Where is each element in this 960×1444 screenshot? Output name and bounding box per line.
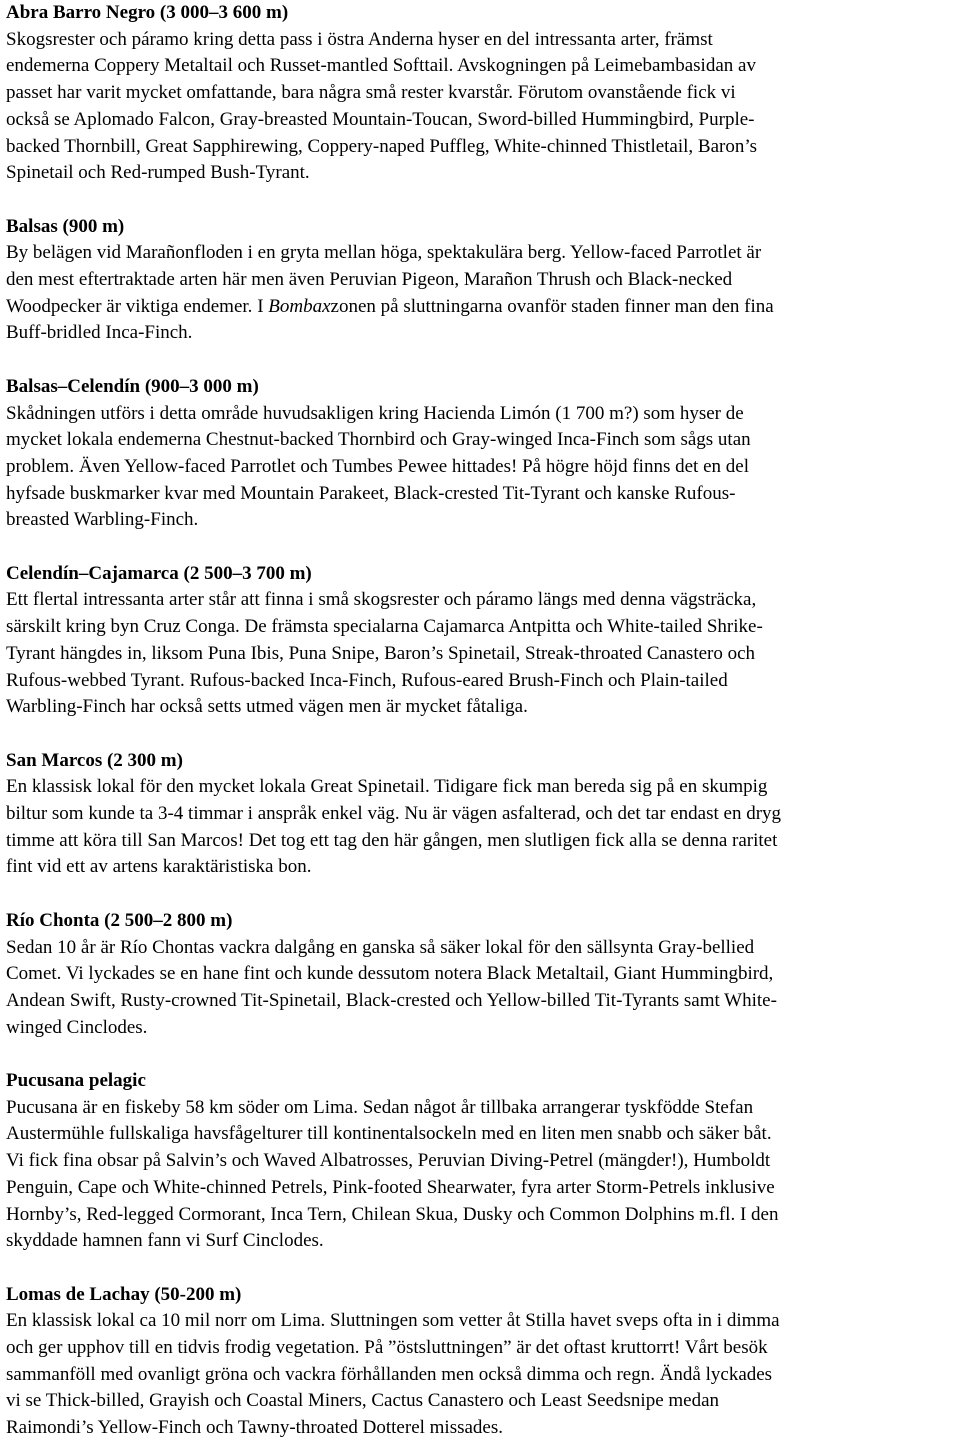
text-line: Comet. Vi lyckades se en hane fint och kunde dessutom notera Black Metaltail, Giant Hummingbird,	[6, 963, 774, 985]
text-line: Raimondi’s Yellow-Finch och Tawny-throated Dotterel missades.	[6, 1417, 504, 1439]
text-line: Austermühle fullskaliga havsfågelturer till kontinentalsockeln med en liten men snabb och säker båt.	[6, 1123, 772, 1145]
text-line: Ett flertal intressanta arter står att finna i små skogsrester och páramo längs med denna vägsträcka,	[6, 589, 757, 611]
text-line: breasted Warbling-Finch.	[6, 509, 199, 531]
section-body	[6, 240, 954, 347]
text-line: timme att köra till San Marcos! Det tog ett tag den här gången, men slutligen fick alla se denna raritet	[6, 829, 778, 851]
text-line: Skådningen utförs i detta område huvudsakligen kring Hacienda Limón (1 700 m?) som hyser de	[6, 402, 744, 424]
text-segment: I	[252, 295, 269, 317]
text-line: By belägen vid Marañonfloden i en gryta mellan höga, spektakulära berg. Yellow-faced Parrotlet är	[6, 242, 762, 264]
text-line: winged Cinclodes.	[6, 1016, 148, 1038]
text-line: Vi fick fina obsar på Salvin’s och Waved Albatrosses, Peruvian Diving-Petrel (mängder!), Humboldt	[6, 1150, 771, 1172]
text-line: passet har varit mycket omfattande, bara några små rester kvarstår. Förutom ovanstående fick vi	[6, 82, 736, 104]
text-line: Spinetail och Red-rumped Bush-Tyrant.	[6, 162, 310, 184]
section-body	[6, 401, 954, 535]
text-line: mycket lokala endemerna Chestnut-backed Thornbird och Gray-winged Inca-Finch som sågs utan	[6, 429, 751, 451]
text-line: också se Aplomado Falcon, Gray-breasted Mountain-Toucan, Sword-billed Hummingbird, Purple-	[6, 108, 755, 130]
section-heading: Abra Barro Negro (3 000–3 600 m)	[6, 2, 289, 23]
text-line: Pucusana är en fiskeby 58 km söder om Lima. Sedan något år tillbaka arrangerar tyskfödde Stefan	[6, 1096, 754, 1118]
section-heading: Balsas–Celendín (900–3 000 m)	[6, 375, 259, 397]
text-line: Buff-bridled Inca-Finch.	[6, 322, 193, 344]
text-line: Andean Swift, Rusty-crowned Tit-Spinetail, Black-crested och Yellow-billed Tit-Tyrants samt White-	[6, 989, 777, 1011]
section-rio-chonta	[6, 908, 954, 1042]
section-body	[6, 587, 954, 721]
section-celendin-cajamarca	[6, 561, 954, 721]
section-balsas	[6, 214, 954, 348]
text-line: och ger upphov till en tidvis frodig vegetation. På ”östsluttningen” är det oftast kruttorrt! Vårt besök	[6, 1337, 768, 1359]
text-segment: Woodpecker är viktiga endemer.	[6, 295, 253, 317]
text-line: vi se Thick-billed, Grayish och Coastal Miners, Cactus Canastero och Least Seedsnipe medan	[6, 1390, 720, 1412]
text-line: biltur som kunde ta 3-4 timmar i anspråk enkel väg. Nu är vägen asfalterad, och det tar endast en dryg	[6, 803, 782, 825]
text-line: skyddade hamnen fann vi Surf Cinclodes.	[6, 1230, 324, 1252]
section-balsas-celendin	[6, 374, 954, 534]
section-pucusana-pelagic	[6, 1068, 954, 1255]
text-line: Penguin, Cape och White-chinned Petrels, Pink-footed Shearwater, fyra arter Storm-Petrels inklusive	[6, 1176, 775, 1198]
text-line: särskilt kring byn Cruz Conga. De främsta specialarna Cajamarca Antpitta och White-tailed Shrike-	[6, 616, 763, 638]
section-heading: Balsas (900 m)	[6, 215, 125, 237]
section-heading: Río Chonta (2 500–2 800 m)	[6, 909, 233, 931]
text-line: backed Thornbill, Great Sapphirewing, Coppery-naped Puffleg, White-chinned Thistletail, Baron’s	[6, 135, 758, 157]
section-abra-barro-negro	[6, 0, 954, 187]
section-body	[6, 1095, 954, 1255]
section-san-marcos	[6, 748, 954, 882]
text-line: sammanföll med ovanligt gröna och vackra förhållanden men också dimma och regn. Ändå lyckades	[6, 1363, 773, 1385]
section-body	[6, 27, 954, 187]
section-body	[6, 935, 954, 1042]
section-body	[6, 774, 954, 881]
text-line: En klassisk lokal för den mycket lokala Great Spinetail. Tidigare fick man bereda sig på en skumpig	[6, 776, 768, 798]
section-lomas-de-lachay	[6, 1282, 954, 1442]
italic-term: Bombax	[268, 295, 331, 317]
text-line: En klassisk lokal ca 10 mil norr om Lima. Sluttningen som vetter åt Stilla havet sveps ofta in i dimma	[6, 1310, 780, 1332]
text-line: Skogsrester och páramo kring detta pass i östra Anderna hyser en del intressanta arter, främst	[6, 28, 713, 50]
text-segment: zonen på sluttningarna ovanför staden finner man den fina	[330, 295, 774, 317]
text-line: Rufous-webbed Tyrant. Rufous-backed Inca-Finch, Rufous-eared Brush-Finch och Plain-tailed	[6, 669, 728, 691]
text-line: Hornby’s, Red-legged Cormorant, Inca Tern, Chilean Skua, Dusky och Common Dolphins m.fl. I den	[6, 1203, 779, 1225]
section-heading: Celendín–Cajamarca (2 500–3 700 m)	[6, 562, 312, 584]
section-heading: Lomas de Lachay (50-200 m)	[6, 1283, 242, 1305]
section-heading: Pucusana pelagic	[6, 1070, 146, 1092]
text-line: Warbling-Finch har också setts utmed vägen men är mycket fåtaliga.	[6, 696, 528, 718]
text-line: fint vid ett av artens karaktäristiska bon.	[6, 856, 312, 878]
text-line: endemerna Coppery Metaltail och Russet-mantled Softtail. Avskogningen på Leimebambasidan av	[6, 55, 756, 77]
text-line-mixed	[6, 294, 954, 321]
section-heading: San Marcos (2 300 m)	[6, 749, 183, 771]
text-line: hyfsade buskmarker kvar med Mountain Parakeet, Black-crested Tit-Tyrant och kanske Rufous-	[6, 482, 736, 504]
text-line: problem. Även Yellow-faced Parrotlet och Tumbes Pewee hittades! På högre höjd finns det en del	[6, 455, 749, 477]
text-line: Tyrant hängdes in, liksom Puna Ibis, Puna Snipe, Baron’s Spinetail, Streak-throated Canastero och	[6, 642, 756, 664]
section-body	[6, 1308, 954, 1442]
text-line: Sedan 10 år är Río Chontas vackra dalgång en ganska så säker lokal för den sällsynta Gray-bellied	[6, 936, 755, 958]
text-line: den mest eftertraktade arten här men även Peruvian Pigeon, Marañon Thrush och Black-necked	[6, 269, 733, 291]
